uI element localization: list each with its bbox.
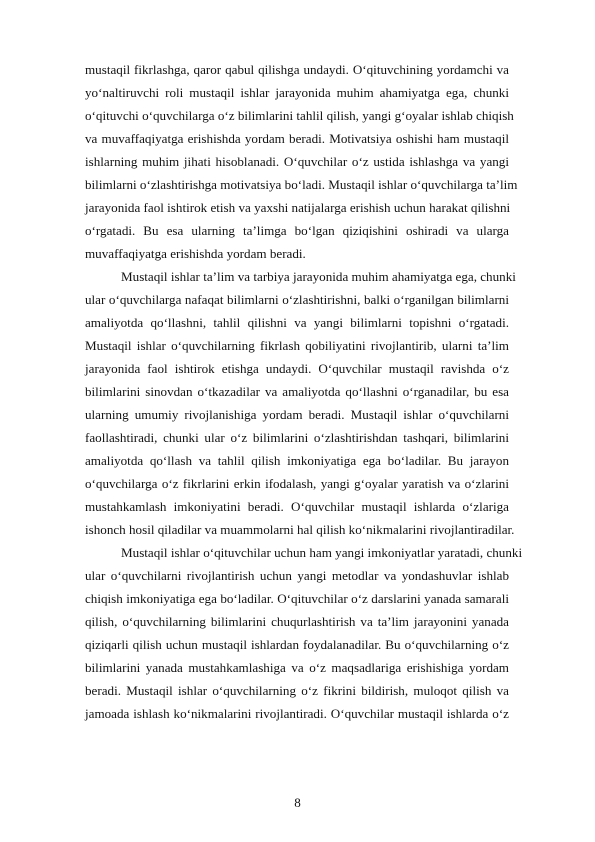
text-line: bilimlarini sinovdan o‘tkazadilar va amaliyotda qo‘llashni o‘rganadilar, bu esa <box>85 384 509 399</box>
text-line: jamoada ishlash ko‘nikmalarini rivojlantiradi. O‘quvchilar mustaqil ishlarda o‘z <box>85 706 509 721</box>
text-line: qilish, o‘quvchilarning bilimlarini chuqurlashtirish va ta’lim jarayonini yanada <box>85 614 509 629</box>
text-line: jarayonida faol ishtirok etish va yaxshi natijalarga erishish uchun harakat qilishni <box>85 200 511 215</box>
text-line: yo‘naltiruvchi roli mustaqil ishlar jarayonida muhim ahamiyatga ega, chunki <box>85 85 509 100</box>
text-line: bilimlarni o‘zlashtirishga motivatsiya bo‘ladi. Mustaqil ishlar o‘quvchilarga ta’lim <box>85 177 518 192</box>
text-line: o‘qituvchi o‘quvchilarga o‘z bilimlarini tahlil qilish, yangi g‘oyalar ishlab chiqish <box>85 108 514 123</box>
text-line: faollashtiradi, chunki ular o‘z bilimlarini o‘zlashtirishdan tashqari, bilimlarini <box>85 430 509 445</box>
text-line: ishlarning muhim jihati hisoblanadi. O‘quvchilar o‘z ustida ishlashga va yangi <box>85 154 509 169</box>
text-line: mustahkamlash imkoniyatini beradi. O‘quvchilar mustaqil ishlarda o‘zlariga <box>85 499 509 514</box>
paragraph-first-line: Mustaqil ishlar o‘qituvchilar uchun ham yangi imkoniyatlar yaratadi, chunki <box>121 545 523 560</box>
paragraph-last-line: muvaffaqiyatga erishishda yordam beradi. <box>85 246 306 261</box>
text-line: mustaqil fikrlashga, qaror qabul qilishga undaydi. O‘qituvchining yordamchi va <box>85 62 509 77</box>
text-line: jarayonida faol ishtirok etishga undaydi. O‘quvchilar mustaqil ravishda o‘z <box>85 361 509 376</box>
text-line: ularning umumiy rivojlanishiga yordam beradi. Mustaqil ishlar o‘quvchilarni <box>85 407 509 422</box>
text-line: ular o‘quvchilarni rivojlantirish uchun yangi metodlar va yondashuvlar ishlab <box>85 568 509 583</box>
text-line: ular o‘quvchilarga nafaqat bilimlarni o‘zlashtirishni, balki o‘rganilgan bilimlarni <box>85 292 509 307</box>
text-line: amaliyotda qo‘llashni, tahlil qilishni va yangi bilimlarni topishni o‘rgatadi. <box>85 315 509 330</box>
text-line: chiqish imkoniyatiga ega bo‘ladilar. O‘qituvchilar o‘z darslarini yanada samarali <box>85 591 509 606</box>
text-line: amaliyotda qo‘llash va tahlil qilish imkoniyatiga ega bo‘ladilar. Bu jarayon <box>85 453 509 468</box>
text-line: va muvaffaqiyatga erishishda yordam beradi. Motivatsiya oshishi ham mustaqil <box>85 131 509 146</box>
page-number: 8 <box>294 795 301 810</box>
text-line: qiziqarli qilish uchun mustaqil ishlardan foydalanadilar. Bu o‘quvchilarning o‘z <box>85 637 509 652</box>
text-line: Mustaqil ishlar o‘quvchilarning fikrlash qobiliyatini rivojlantirib, ularni ta’lim <box>85 338 509 353</box>
paragraph-first-line: Mustaqil ishlar ta’lim va tarbiya jarayonida muhim ahamiyatga ega, chunki <box>121 269 516 284</box>
text-line: bilimlarini yanada mustahkamlashiga va o‘z maqsadlariga erishishiga yordam <box>85 660 509 675</box>
text-line: o‘rgatadi. Bu esa ularning ta’limga bo‘lgan qiziqishini oshiradi va ularga <box>85 223 509 238</box>
text-line: o‘quvchilarga o‘z fikrlarini erkin ifodalash, yangi g‘oyalar yaratish va o‘zlarini <box>85 476 509 491</box>
paragraph-last-line: ishonch hosil qiladilar va muammolarni hal qilish ko‘nikmalarini rivojlantiradilar. <box>85 522 515 537</box>
text-line: beradi. Mustaqil ishlar o‘quvchilarning o‘z fikrini bildirish, muloqot qilish va <box>85 683 509 698</box>
